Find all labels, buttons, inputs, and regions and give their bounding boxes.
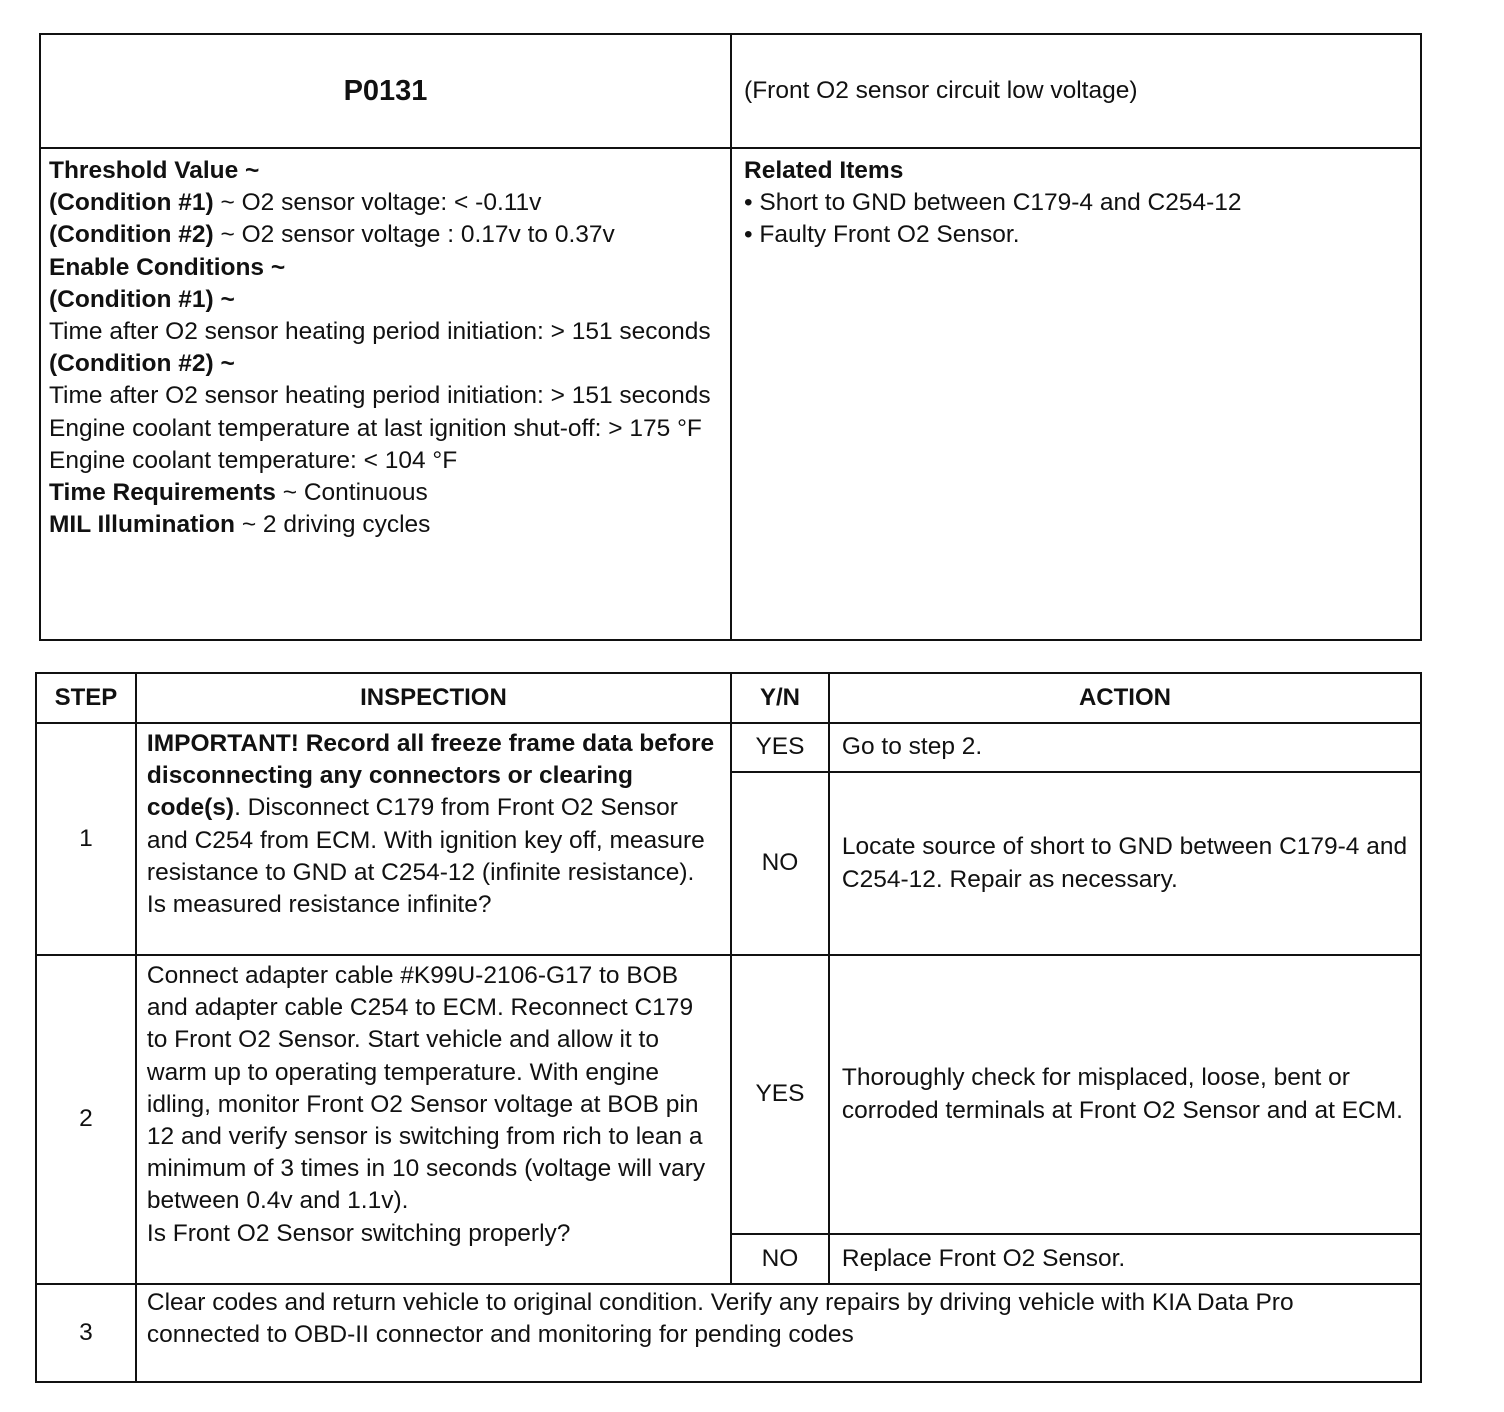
cond2-label: (Condition #2) <box>49 221 214 249</box>
step-1-instructions: . Disconnect C179 from Front O2 Sensor and C254 from ECM. With ignition key off, measure resistance to GND at C254-12 (infinite resistance). <box>146 794 705 886</box>
step-1-no: NO <box>731 772 829 955</box>
threshold-cond2 <box>49 219 722 251</box>
conditions-cell <box>40 148 731 640</box>
step-2-yes-action: Thoroughly check for misplaced, loose, bent or corroded terminals at Front O2 Sensor and at ECM. <box>829 955 1421 1234</box>
header-step: STEP <box>36 673 136 723</box>
time-label: Time Requirements <box>49 479 276 507</box>
step-2-inspection <box>136 955 731 1284</box>
threshold-label: Threshold Value ~ <box>49 157 260 184</box>
enable-cond1-label: (Condition #1) ~ <box>49 285 235 313</box>
step-2-no-action: Replace Front O2 Sensor. <box>829 1234 1421 1284</box>
step-1-inspection <box>136 723 731 955</box>
header-yn: Y/N <box>731 673 829 723</box>
step-1-no-action: Locate source of short to GND between C179-4 and C254-12. Repair as necessary. <box>829 772 1421 955</box>
step-2-question: Is Front O2 Sensor switching properly? <box>146 1219 571 1247</box>
step-1-important: IMPORTANT! Record all freeze frame data before disconnecting any connectors or clearing code(s) <box>146 730 715 822</box>
coolant-last-text: Engine coolant temperature at last ignition shut-off: > 175 °F <box>49 414 702 442</box>
related-item: • Short to GND between C179-4 and C254-12 <box>744 189 1242 217</box>
step-3-number: 3 <box>36 1284 136 1382</box>
step-2-number: 2 <box>36 955 136 1284</box>
header-action: ACTION <box>829 673 1421 723</box>
step-1-yes-action: Go to step 2. <box>829 723 1421 772</box>
threshold-cond1 <box>49 187 722 219</box>
step-3-text: Clear codes and return vehicle to original condition. Verify any repairs by driving vehicle with KIA Data Pro connected to OBD-II connector and monitoring for pending codes <box>136 1284 1421 1382</box>
step-2-instructions: Connect adapter cable #K99U-2106-G17 to BOB and adapter cable C254 to ECM. Reconnect C179 to Front O2 Sensor. Start vehicle and allow it to warm up to operating temperature. With engine idling, monitor Front O2 Sensor voltage at BOB pin 12 and verify sensor is switching from rich to lean a minimum of 3 times in 10 seconds (voltage will vary between 0.4v and 1.1v). <box>146 962 706 1215</box>
mil-label: MIL Illumination <box>49 511 236 539</box>
related-item: • Faulty Front O2 Sensor. <box>744 221 1020 249</box>
mil-text: ~ 2 driving cycles <box>235 511 431 539</box>
time-text: ~ Continuous <box>275 479 428 507</box>
cond1-text: ~ O2 sensor voltage: < -0.11v <box>213 189 542 217</box>
time-requirements <box>49 477 722 509</box>
enable-label: Enable Conditions ~ <box>49 253 286 281</box>
step-1-question: Is measured resistance infinite? <box>146 891 492 919</box>
enable-cond2-label: (Condition #2) ~ <box>49 350 235 378</box>
step-2-yes: YES <box>731 955 829 1234</box>
cond1-label: (Condition #1) <box>49 189 214 217</box>
related-title: Related Items <box>744 157 904 184</box>
dtc-description: (Front O2 sensor circuit low voltage) <box>731 34 1421 148</box>
enable-cond2-text: Time after O2 sensor heating period initiation: > 151 seconds <box>49 382 711 410</box>
dtc-code: P0131 <box>40 34 731 148</box>
mil-illumination <box>49 509 722 541</box>
step-1-number: 1 <box>36 723 136 955</box>
coolant-text: Engine coolant temperature: < 104 °F <box>49 446 458 474</box>
step-1-yes: YES <box>731 723 829 772</box>
step-2-no: NO <box>731 1234 829 1284</box>
related-items-cell <box>731 148 1421 640</box>
enable-cond1-text: Time after O2 sensor heating period initiation: > 151 seconds <box>49 318 711 346</box>
dtc-info-table <box>39 33 1422 641</box>
cond2-text: ~ O2 sensor voltage : 0.17v to 0.37v <box>213 221 615 249</box>
header-inspection: INSPECTION <box>136 673 731 723</box>
inspection-steps-table <box>35 672 1422 1383</box>
